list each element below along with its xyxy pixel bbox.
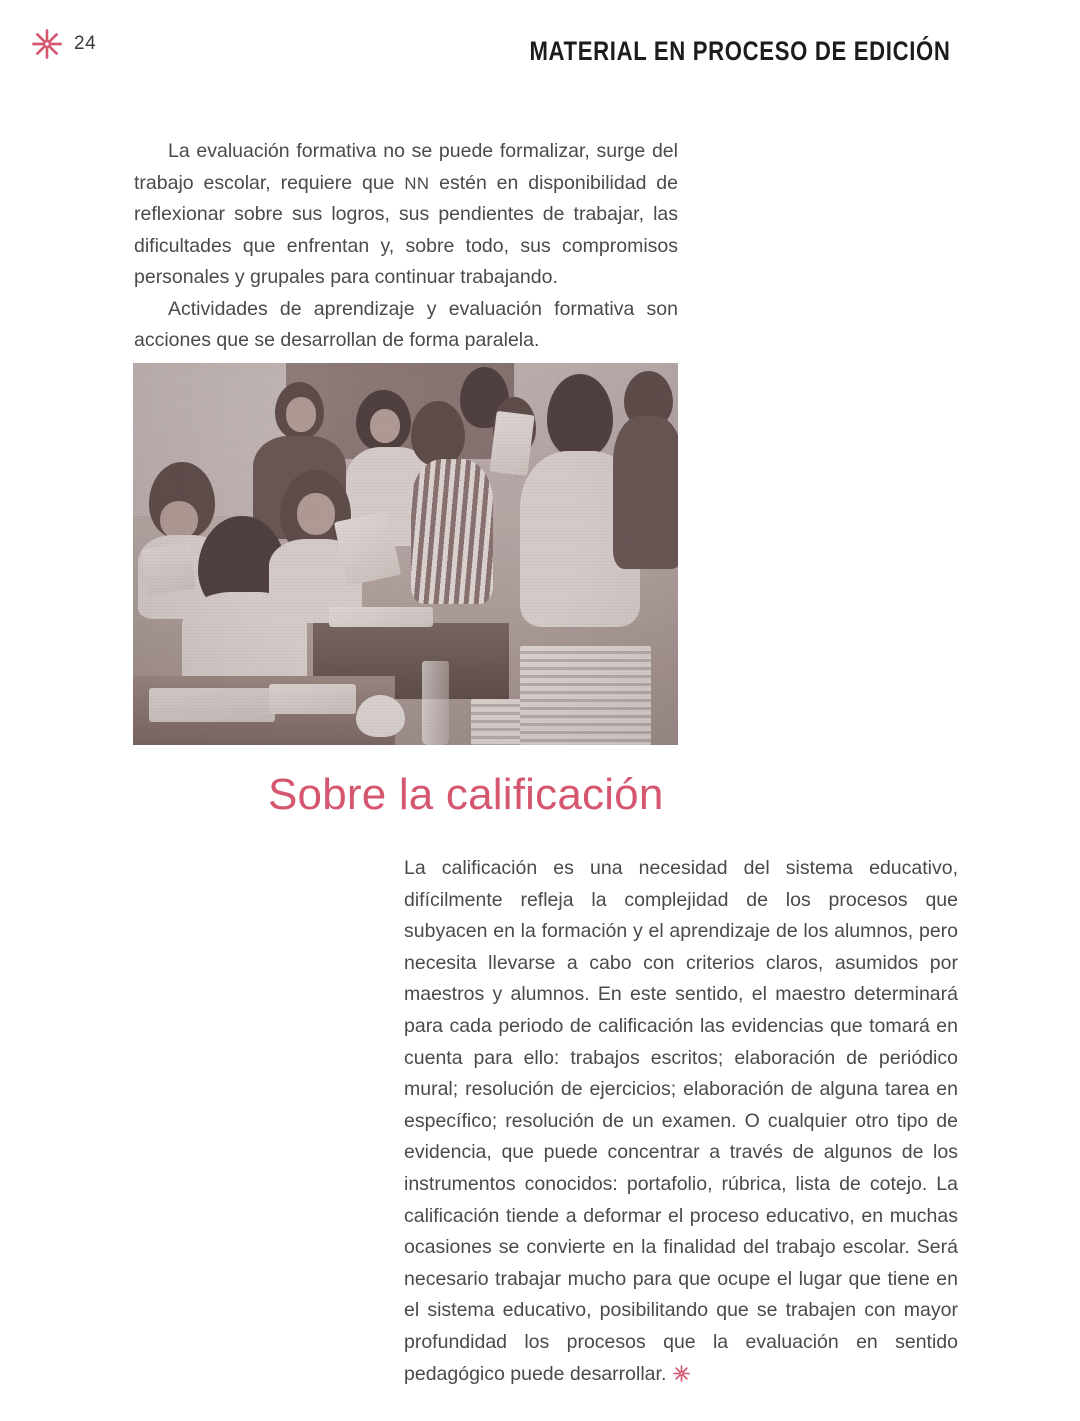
page-header xyxy=(0,0,1080,100)
paragraph-sobre-la-calificacion xyxy=(404,853,958,1390)
page-number: 24 xyxy=(74,32,97,54)
photo-book-stack xyxy=(520,646,651,745)
photo-figure xyxy=(547,374,612,458)
paragraph-text-part-1: La evaluación formativa no se puede formalizar, surge del trabajo escolar, requiere que xyxy=(134,140,678,194)
paragraph-actividades-aprendizaje: Actividades de aprendizaje y evaluación formativa son acciones que se desarrollan de forma paralela. xyxy=(134,297,678,351)
asterisk-flower-icon xyxy=(30,27,64,61)
right-text-column xyxy=(404,853,958,1390)
photo-figure xyxy=(613,416,678,569)
photo-paper xyxy=(269,684,356,715)
folio-group xyxy=(30,27,96,61)
photo-paper xyxy=(149,688,274,722)
photo-canvas xyxy=(133,363,678,745)
photo-figure xyxy=(411,401,466,466)
photo-paper xyxy=(141,543,196,595)
photo-glass xyxy=(422,661,449,745)
photo-paper xyxy=(329,607,433,626)
photo-figure xyxy=(411,459,493,604)
photo-figure xyxy=(370,409,400,443)
running-head: MATERIAL EN PROCESO DE EDICIÓN xyxy=(529,36,951,66)
photo-paper xyxy=(489,411,534,476)
photo-figure xyxy=(286,397,316,431)
left-text-column xyxy=(134,136,678,357)
photo-figure xyxy=(297,493,335,535)
paragraph-text: La calificación es una necesidad del sistema educativo, difícilmente refleja la complejidad de los procesos que subyacen en la formación y el aprendizaje de los alumnos, pero necesita llevarse a cabo con criterios claros, asumidos por maestros y alumnos. En este sentido, el maestro determinará para cada periodo de calificación las evidencias que tomará en cuenta para ello: trabajos escritos; elaboración de periódico mural; resolución de ejercicios; elaboración de alguna tarea en específico; resolución de un examen. O cualquier otro tipo de evidencia, que puede concentrar a través de algunos de los instrumentos conocidos: portafolio, rúbrica, lista de cotejo. La calificación tiende a deformar el proceso educativo, en muchas ocasiones se convierte en la finalidad del trabajo escolar. Será necesario trabajar mucho para que ocupe el lugar que tiene en el sistema educativo, posibilitando que se trabajen con mayor profundidad los procesos que la evaluación en sentido pedagógico puede desarrollar. xyxy=(404,857,958,1385)
asterisk-flower-icon xyxy=(672,1364,691,1383)
abbreviation-nn: NN xyxy=(404,173,430,193)
photo-figure xyxy=(160,501,198,539)
classroom-photograph xyxy=(133,363,678,745)
photo-kettle xyxy=(356,695,405,737)
paragraph-text-part-2: estén en disponibilidad de reflexionar sobre sus logros, sus pendientes de trabajar, las dificultades que enfrentan y, sobre todo, sus compromisos personales y grupales para continuar trabajando. xyxy=(134,171,678,288)
section-heading-sobre-la-calificacion: Sobre la calificación xyxy=(268,770,664,819)
paragraph-evaluacion-formativa xyxy=(134,136,678,294)
